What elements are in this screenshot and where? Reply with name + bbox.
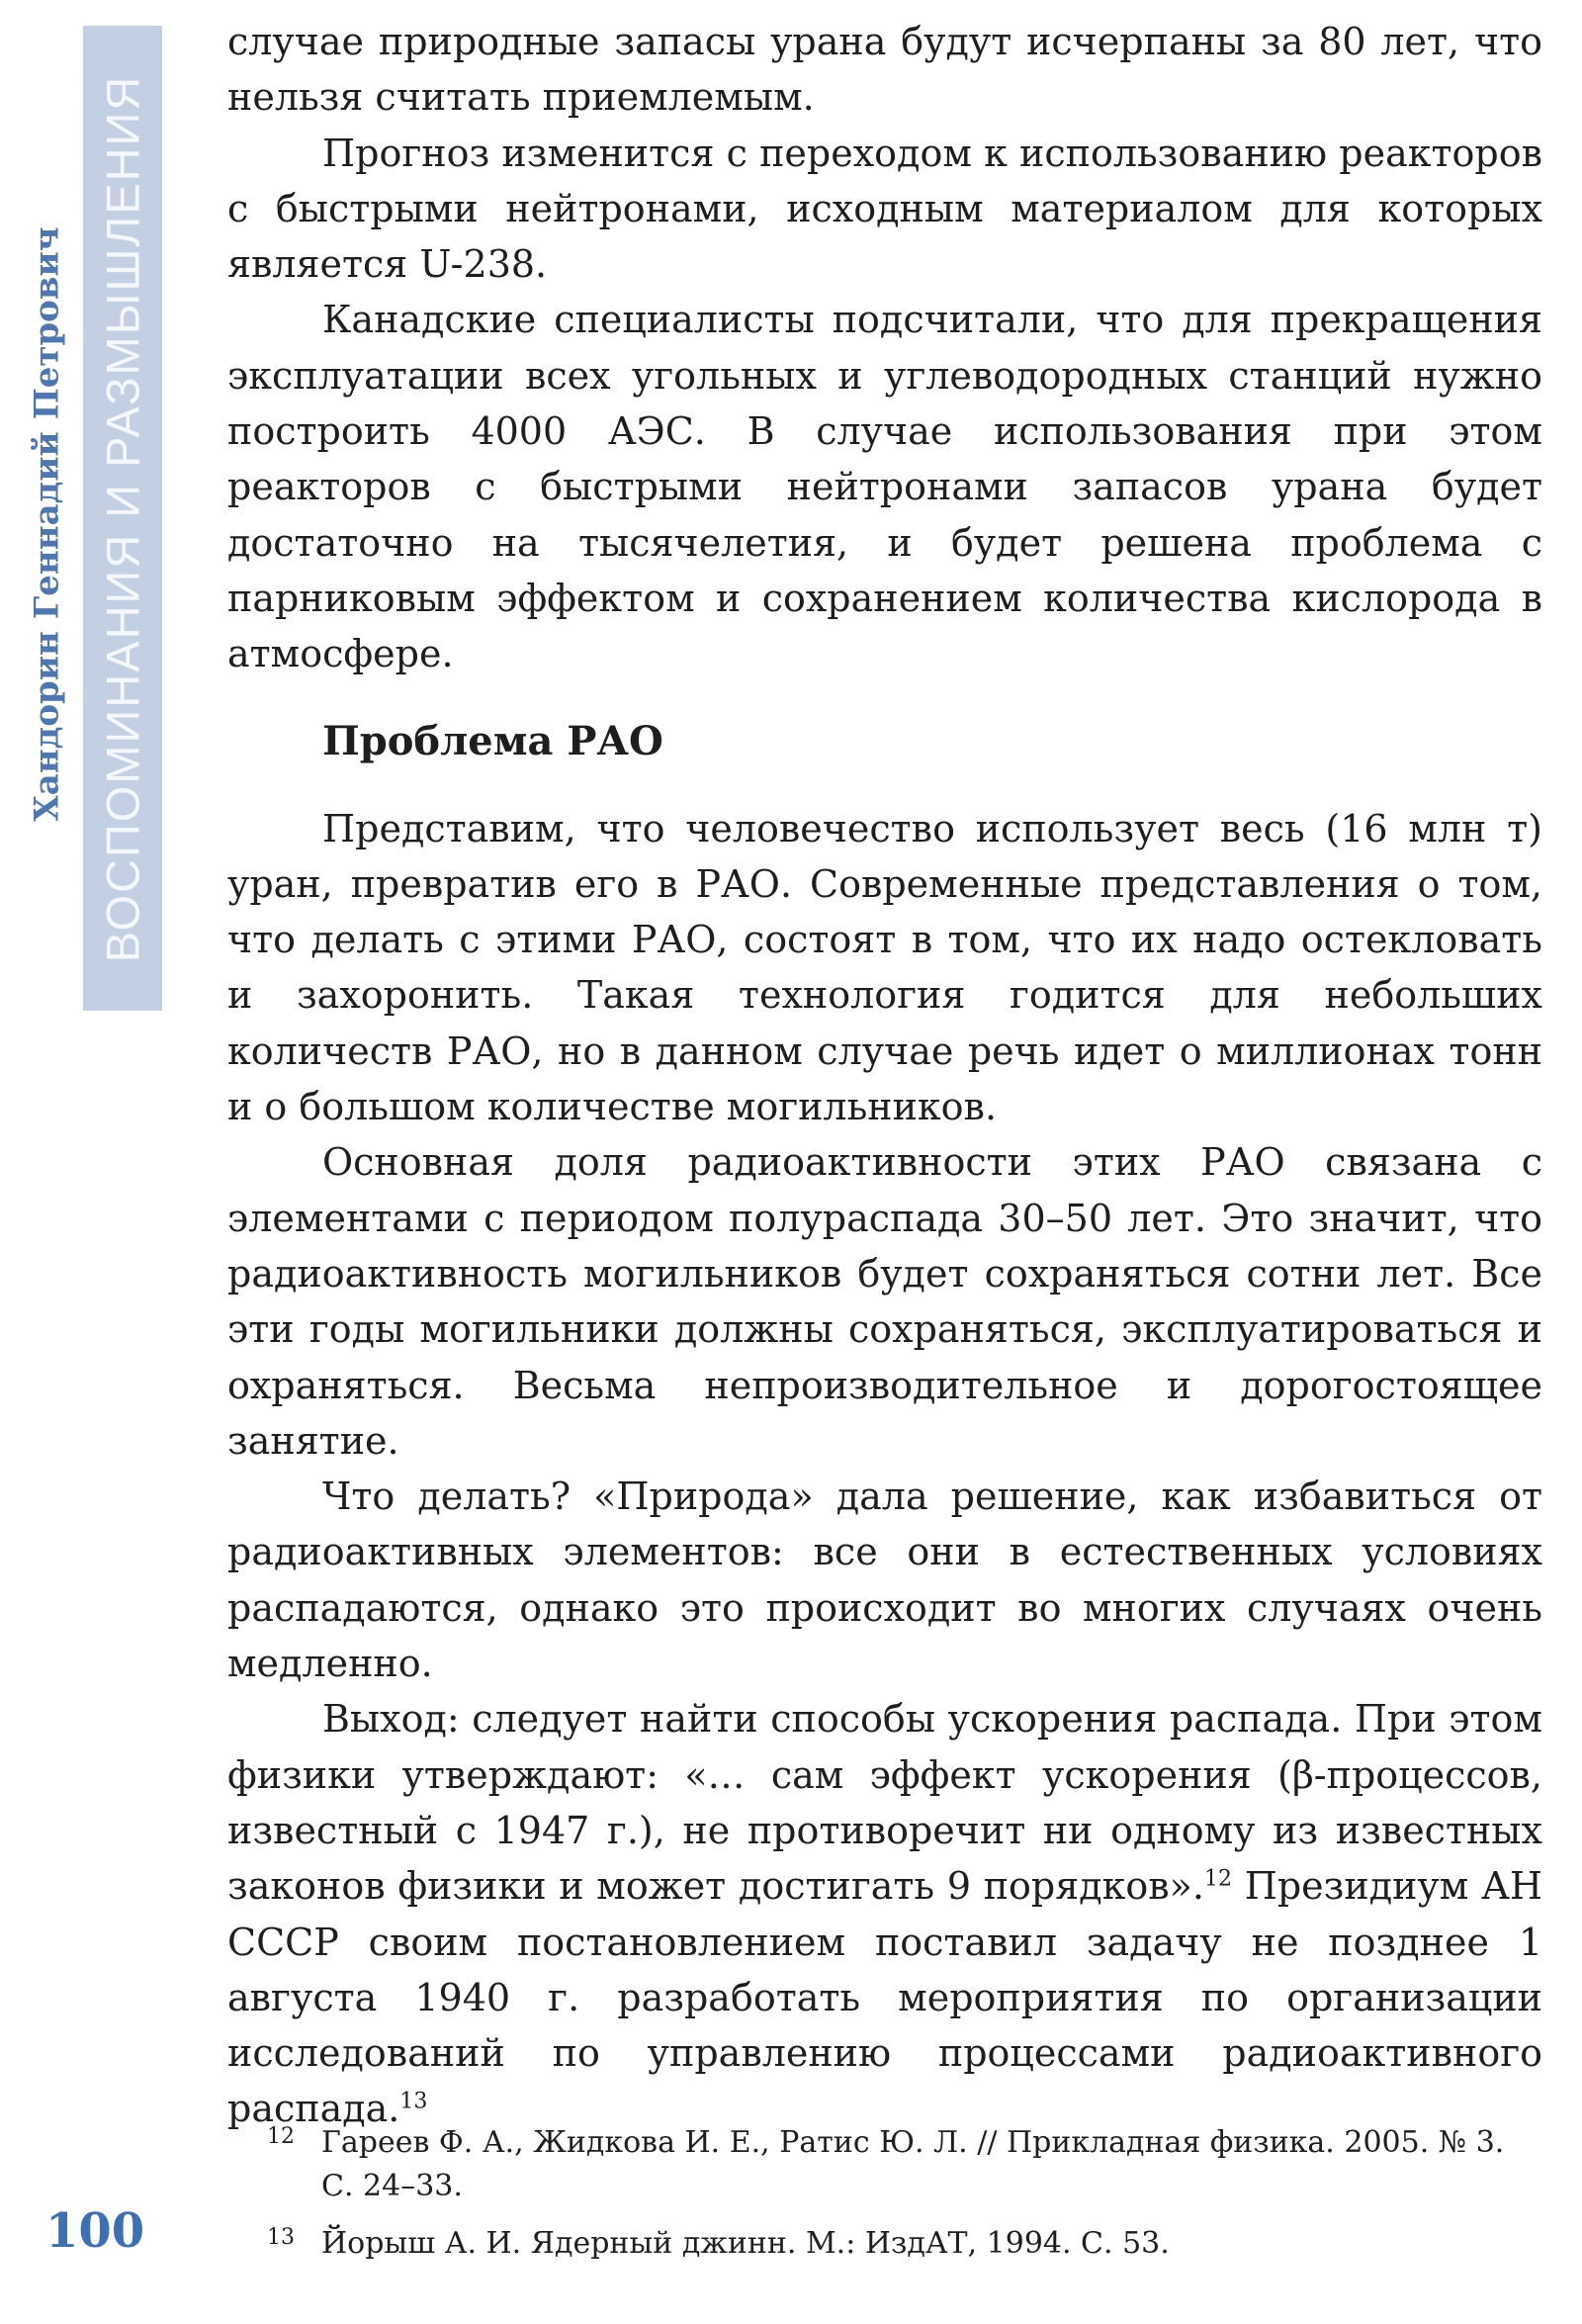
paragraph-4: Представим, что человечество использует весь (16 млн т) уран, превратив его в РАО. Современные представления о том, что делать с этими РАО, состоят в том, что их надо остекловать и захоронить. Такая технология годится для небольших количеств РАО, но в данном случае речь идет о миллионах тонн и о большом количестве могильников. xyxy=(227,806,1542,1129)
footnote-ref-12[interactable]: 12 xyxy=(1203,1866,1232,1892)
footnote-number: 13 xyxy=(267,2225,295,2250)
paragraph-6: Что делать? «Природа» дала решение, как избавиться от радиоактивных элементов: все они в естественных условиях распадаются, однако это происходит во многих случаях очень медленно. xyxy=(227,1475,1542,1686)
footnotes xyxy=(267,2121,1542,2279)
footnote-12 xyxy=(267,2121,1542,2208)
footnote-13 xyxy=(267,2222,1542,2266)
footnote-text: Гареев Ф. А., Жидкова И. Е., Ратис Ю. Л. // Прикладная физика. 2005. № 3. С. 24–33. xyxy=(321,2125,1505,2203)
main-text xyxy=(227,14,1542,2137)
footnote-text: Йорыш А. И. Ядерный джинн. М.: ИздАТ, 1994. С. 53. xyxy=(321,2226,1170,2261)
paragraph-1: случае природные запасы урана будут исчерпаны за 80 лет, что нельзя считать приемлемым. xyxy=(227,20,1542,120)
footnote-ref-13[interactable]: 13 xyxy=(399,2089,428,2114)
section-heading: Проблема РАО xyxy=(322,717,663,764)
section-title-vertical xyxy=(83,26,162,1011)
footnote-number: 12 xyxy=(267,2124,295,2149)
paragraph-2: Прогноз изменится с переходом к использованию реакторов с быстрыми нейтронами, исходным материалом для которых является U-238. xyxy=(227,131,1542,287)
paragraph-7-part-1: Выход: следует найти способы ускорения распада. При этом физики утверждают: «… сам эффект ускорения (β-процессов, известный с 1947 г.), не противоречит ни одному из известных законов физики и может достигать 9 порядков». xyxy=(227,1697,1542,1909)
author-name-vertical xyxy=(8,218,87,831)
paragraph-5: Основная доля радиоактивности этих РАО связана с элементами с периодом полураспада 30–50 лет. Это значит, что радиоактивность могильников будет сохраняться сотни лет. Все эти годы могильники должны сохраняться, эксплуатироваться и охраняться. Весьма непроизводительное и дорогостоящее занятие. xyxy=(227,1140,1542,1463)
section-title: ВОСПОМИНАНИЯ И РАЗМЫШЛЕНИЯ xyxy=(96,74,149,962)
author-name: Хандорин Геннадий Петрович xyxy=(28,226,67,822)
paragraph-7 xyxy=(227,1691,1542,2136)
paragraph-3: Канадские специалисты подсчитали, что для прекращения эксплуатации всех угольных и углеводородных станций нужно построить 4000 АЭС. В случае использования при этом реакторов с быстрыми нейтронами запасов урана будет достаточно на тысячелетия, и будет решена проблема с парниковым эффектом и сохранением количества кислорода в атмосфере. xyxy=(227,298,1542,676)
paragraph-7-part-2: Президиум АН СССР своим постановлением поставил задачу не позднее 1 августа 1940 г. разработать мероприятия по организации исследований по управлению процессами радиоактивного распада. xyxy=(227,1864,1542,2131)
page-number: 100 xyxy=(45,2203,145,2259)
